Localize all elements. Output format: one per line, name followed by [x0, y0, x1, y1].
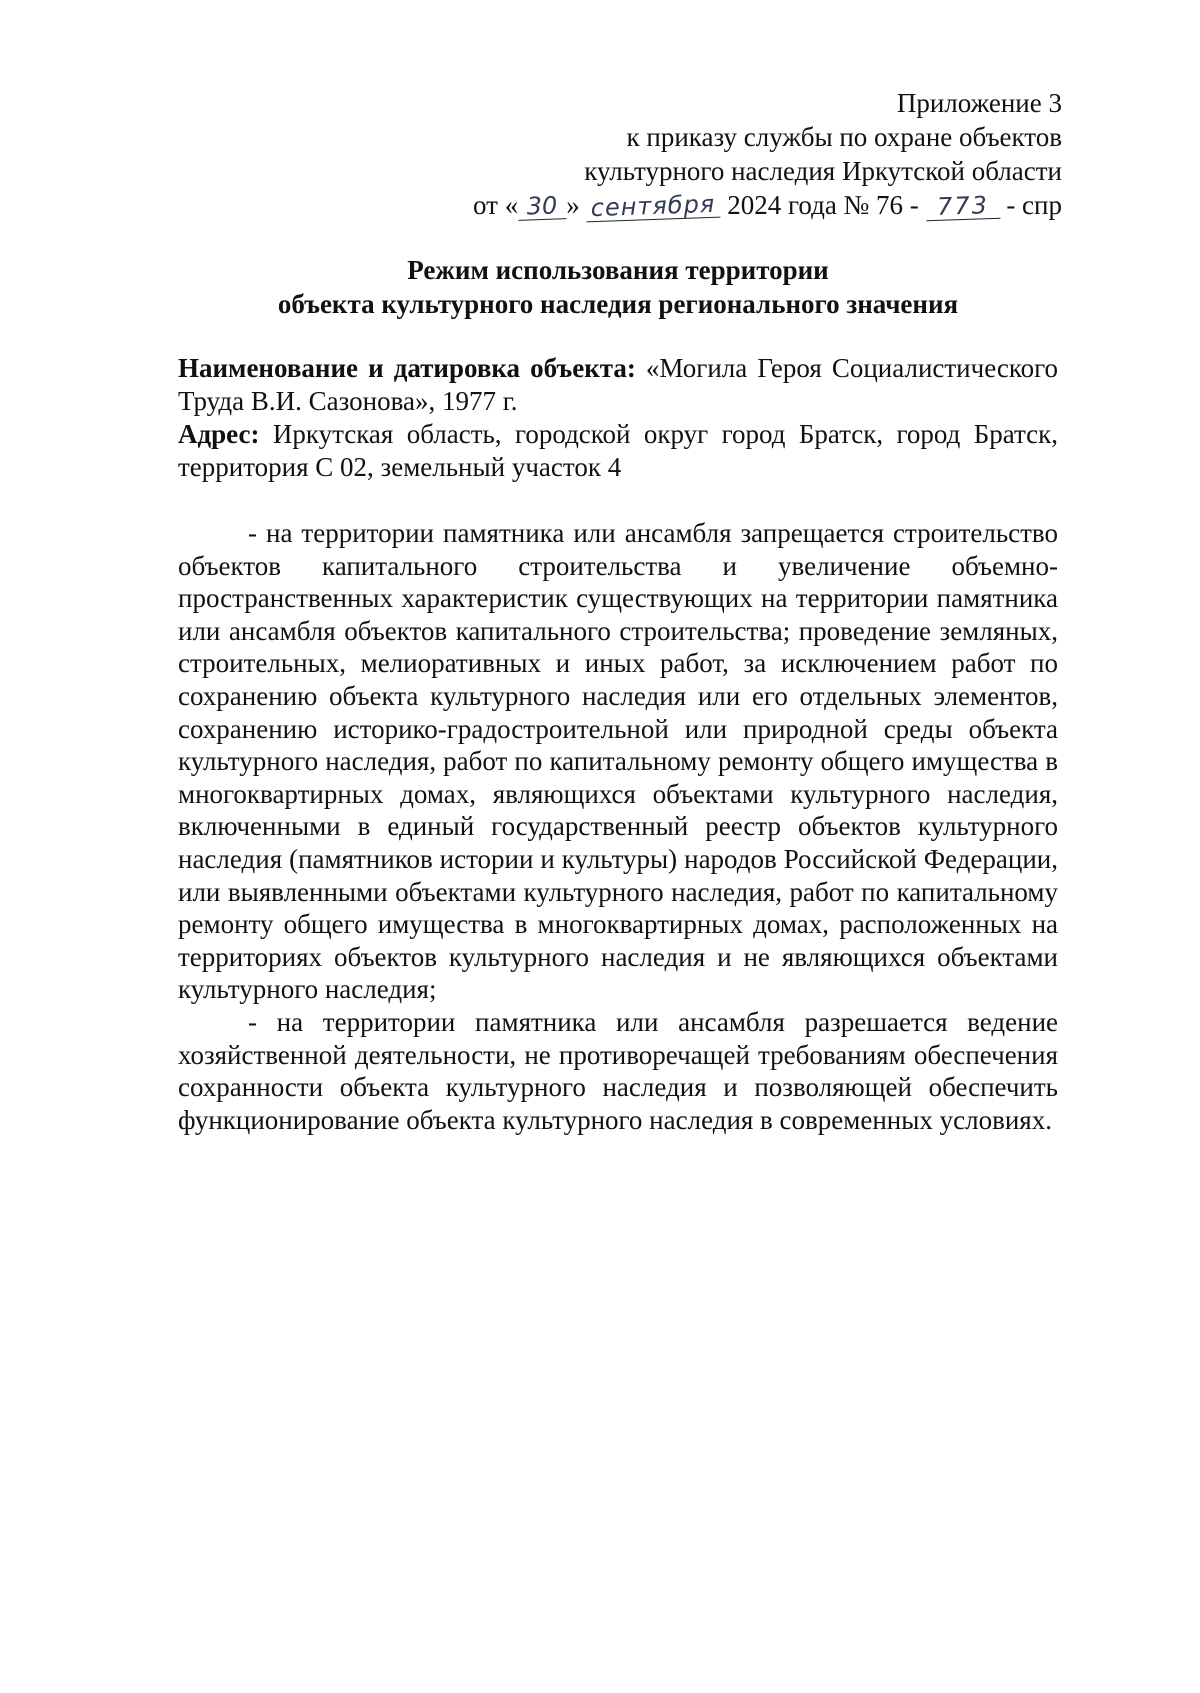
appendix-number: Приложение 3	[896, 88, 1062, 118]
permission-paragraph: - на территории памятника или ансамбля разрешается ведение хозяйственной деятельности, не противоречащей требованиям обеспечения сохранности объекта культурного наследия и позволяющей обеспечить функционирование объекта культурного наследия в современных условиях.	[178, 1006, 1058, 1135]
object-name-label: Наименование и датировка объекта:	[178, 353, 636, 383]
handwritten-month: сентября	[586, 191, 721, 223]
prohibition-paragraph: - на территории памятника или ансамбля запрещается строительство объектов капитального строительства и увеличение объемно-пространственных характеристик существующих на территории памятника или ансамбля объектов капитального строительства; проведение земляных, строительных, мелиоративных и иных работ, за исключением работ по сохранению объекта культурного наследия или его отдельных элементов, сохранению историко-градостроительной или природной среды объекта культурного наследия, работ по капитальному ремонту общего имущества в многоквартирных домах, являющихся объектами культурного наследия, включенными в единый государственный реестр объектов культурного наследия (памятников истории и культуры) народов Российской Федерации, или выявленными объектами культурного наследия, работ по капитальному ремонту общего имущества в многоквартирных домах, расположенных на территориях объектов культурного наследия и не являющихся объектами культурного наследия;	[178, 518, 1058, 1005]
object-address-paragraph	[178, 418, 1058, 484]
title-line-2: объекта культурного наследия регионального значения	[277, 289, 959, 319]
date-prefix: от «	[473, 190, 519, 220]
date-mid: »	[566, 190, 587, 220]
order-suffix: - спр	[999, 190, 1062, 220]
year-and-number-prefix: 2024 года № 76 -	[720, 190, 926, 220]
appendix-header	[362, 86, 1062, 222]
order-date-line	[362, 188, 1062, 222]
order-reference-line: к приказу службы по охране объектов	[626, 122, 1062, 152]
document-title	[178, 253, 1058, 321]
object-address-value: Иркутская область, городской округ город Братск, город Братск, территория С 02, земельный участок 4	[178, 419, 1058, 482]
issuing-authority-line: культурного наследия Иркутской области	[584, 156, 1062, 186]
object-address-label: Адрес:	[178, 419, 260, 449]
title-line-1: Режим использования территории	[407, 255, 829, 285]
handwritten-order-number: 773	[925, 192, 1000, 222]
handwritten-day: 30	[518, 192, 567, 221]
object-name-paragraph	[178, 352, 1058, 418]
usage-regime-text	[178, 517, 1058, 1136]
object-info	[178, 352, 1058, 484]
object-name-value: «Могила Героя Социалистического Труда В.И. Сазонова», 1977 г.	[178, 353, 1058, 416]
